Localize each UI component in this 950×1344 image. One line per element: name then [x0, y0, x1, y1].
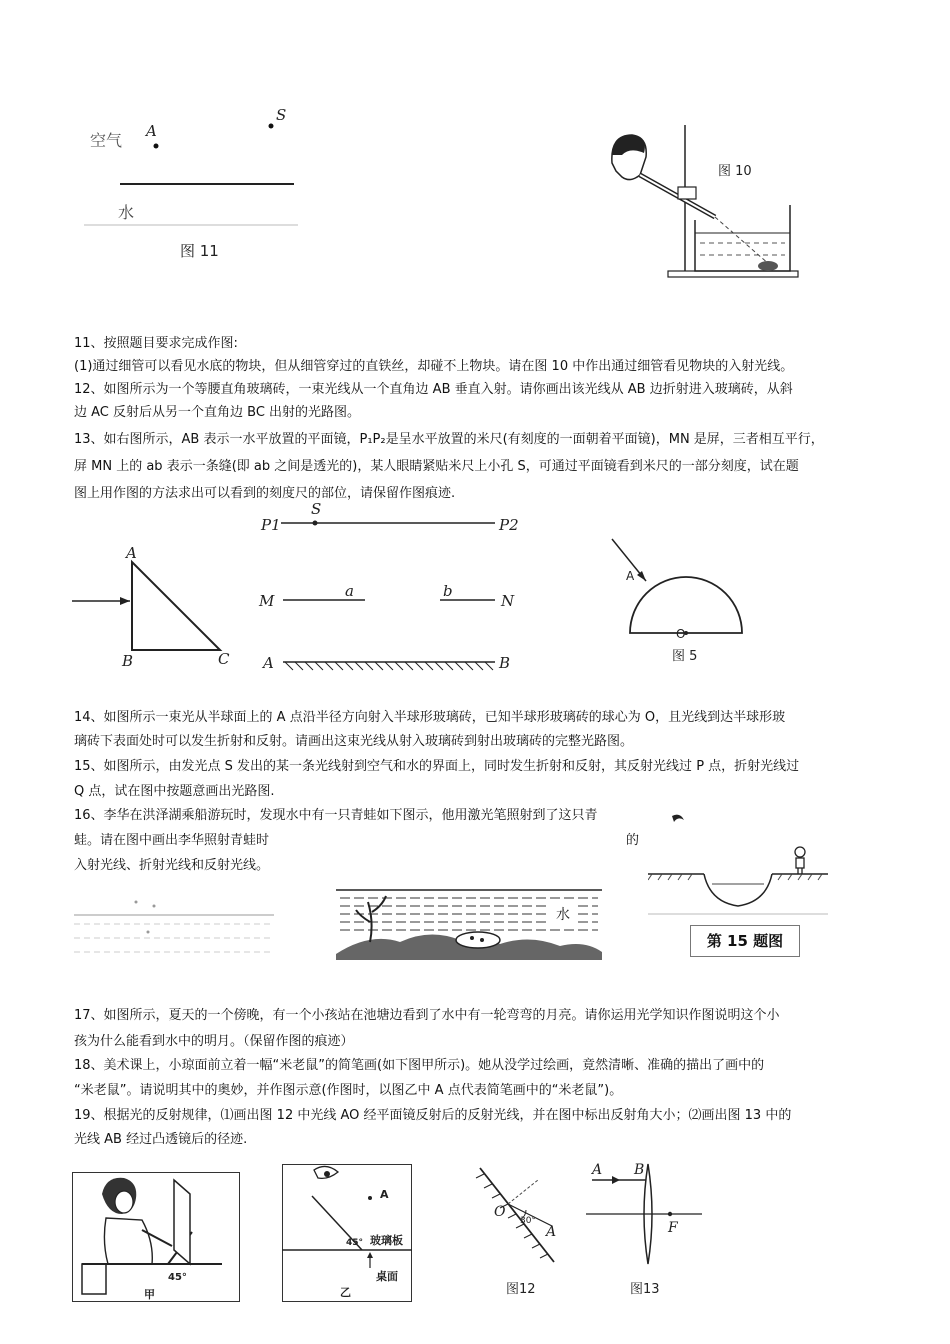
frog-spot-1: [470, 936, 474, 940]
child-body: [796, 858, 804, 868]
triangle-prism-figure: [70, 540, 240, 675]
figure-10: [600, 125, 800, 290]
faint-point-3: [147, 931, 150, 934]
block-object: [758, 261, 778, 271]
stand-base: [668, 271, 798, 277]
point-a-label: A: [626, 569, 635, 583]
incident-arrowhead: [120, 597, 130, 605]
q17-line2: 孩为什么能看到水中的明月。（保留作图的痕迹）: [74, 1034, 354, 1049]
crescent-moon: [672, 815, 684, 822]
girl-face: [115, 1191, 133, 1213]
mirror-hatching: [285, 662, 493, 670]
figure-5-caption: 图 5: [672, 649, 698, 664]
q13-line2: 屏 MN 上的 ab 表示一条缝(即 ab 之间是透光的)，某人眼睛紧贴米尺上小孔 S，可通过平面镜看到米尺的一部分刻度，试在题: [74, 459, 799, 474]
faint-interface-figure: [74, 888, 274, 958]
angle-30-label: 30°: [520, 1216, 536, 1226]
q13-line3: 图上用作图的方法求出可以看到的刻度尺的部位，请保留作图痕迹.: [74, 486, 456, 501]
center-o-label: O: [676, 627, 686, 641]
angle-45-label: 45°: [346, 1238, 364, 1248]
faint-point-1: [135, 901, 138, 904]
vertex-b-label: B: [122, 652, 134, 670]
p1-label: P1: [261, 516, 281, 534]
figure-11: [84, 100, 304, 270]
ruler-mirror-drawing: [255, 500, 535, 680]
figure-15-drawing: [648, 812, 828, 917]
q13-line1: 13、如右图所示，AB 表示一水平放置的平面镜，P₁P₂是呈水平放置的米尺(有刻度的一面朝着平面镜)，MN 是屏，三者相互平行，: [74, 432, 824, 447]
normal-line: [508, 1180, 538, 1204]
q11-title: 11、按照题目要求完成作图:: [74, 336, 238, 351]
ground-hatching: [648, 874, 822, 880]
frog-spot-2: [480, 938, 484, 942]
point-f-label: F: [668, 1220, 678, 1236]
s-label: S: [311, 500, 322, 518]
focus-f-dot: [668, 1212, 672, 1216]
point-a-label: A: [146, 122, 157, 140]
glass-plate-label: 玻璃板: [370, 1234, 403, 1247]
point-a-label: A: [380, 1188, 389, 1201]
desk-label: 桌面: [376, 1270, 398, 1283]
point-a-label: A: [546, 1224, 557, 1240]
figure-13: [584, 1160, 704, 1302]
air-label: 空气: [90, 131, 123, 150]
q19-line1: 19、根据光的反射规律，⑴画出图 12 中光线 AO 经平面镜反射后的反射光线，并在图中标出反射角大小；⑵画出图 13 中的: [74, 1108, 792, 1123]
point-a-label: A: [592, 1162, 603, 1178]
figure-10-caption: 图 10: [718, 164, 752, 179]
faint-point-2: [153, 905, 156, 908]
n-label: N: [501, 592, 515, 610]
mirror-a-label: A: [263, 654, 274, 672]
sight-line: [715, 217, 770, 265]
q14-line1: 14、如图所示一束光从半球面上的 A 点沿半径方向射入半球形玻璃砖，已知半球形玻璃砖的球心为 O，且光线到达半球形玻: [74, 710, 786, 725]
pond-basin: [704, 874, 772, 906]
point-s-dot: [269, 124, 274, 129]
triangle-prism-drawing: [70, 540, 240, 675]
prism-outline: [132, 562, 220, 650]
eye-pupil: [324, 1171, 330, 1177]
figure-11-caption: 图 11: [180, 242, 219, 260]
point-b-label: B: [634, 1162, 645, 1178]
clamp: [678, 187, 696, 199]
ruler-mirror-figure: [255, 500, 535, 680]
point-o-label: O: [494, 1204, 506, 1220]
child-head: [795, 847, 805, 857]
picture-board: [174, 1180, 190, 1264]
drawing-jia-caption: 甲: [144, 1288, 155, 1301]
figure-15-caption: 第 15 题图: [690, 925, 800, 957]
q12-line2: 边 AC 反射后从另一个直角边 BC 出射的光路图。: [74, 405, 361, 420]
m-label: M: [259, 592, 275, 610]
vertex-c-label: C: [218, 650, 230, 668]
q19-line2: 光线 AB 经过凸透镜后的径迹.: [74, 1132, 248, 1147]
q16-line2b: 的: [626, 833, 640, 848]
mirror-hatching: [476, 1174, 548, 1258]
figure-10-drawing: [600, 125, 800, 290]
slit-b-label: b: [443, 582, 453, 600]
q18-line1: 18、美术课上，小琼面前立着一幅“米老鼠”的简笔画(如下图甲所示)。她从没学过绘画，竟然清晰、准确的描出了画中的: [74, 1058, 765, 1073]
q17-line1: 17、如图所示，夏天的一个傍晚，有一个小孩站在池塘边看到了水中有一轮弯弯的月亮。请你运用光学知识作图说明这个小: [74, 1008, 780, 1023]
point-s-label: S: [276, 106, 287, 124]
drawing-jia-drawing: [72, 1172, 240, 1302]
q16-line2a: 蛙。请在图中画出李华照射青蛙时: [74, 833, 270, 848]
vertex-a-label: A: [126, 544, 137, 562]
figure-13-caption: 图13: [630, 1282, 660, 1297]
pond-water-label: 水: [556, 907, 570, 923]
plane-mirror: [480, 1168, 557, 1262]
angle-45-label: 45°: [168, 1272, 187, 1283]
point-a-dot: [368, 1196, 372, 1200]
q16-line3: 入射光线、折射光线和反射光线。: [74, 858, 270, 873]
p2-label: P2: [499, 516, 519, 534]
point-a-dot: [154, 144, 159, 149]
hemisphere-outline: [630, 577, 742, 633]
drawing-yi-caption: 乙: [340, 1286, 351, 1299]
mirror-b-label: B: [499, 654, 511, 672]
drawing-jia-figure: [72, 1172, 240, 1302]
q16-line1: 16、李华在洪泽湖乘船游玩时，发现水中有一只青蛙如下图示，他用激光笔照射到了这只青: [74, 808, 598, 823]
ray-ab-arrowhead: [612, 1176, 620, 1184]
q15-line1: 15、如图所示，由发光点 S 发出的某一条光线射到空气和水的界面上，同时发生折射和反射，其反射光线过 P 点，折射光线过: [74, 759, 800, 774]
frog: [456, 932, 500, 948]
figure-12-caption: 图12: [506, 1282, 536, 1297]
water-label: 水: [118, 203, 135, 222]
q12-line1: 12、如图所示为一个等腰直角玻璃砖，一束光线从一个直角边 AB 垂直入射。请你画出该光线从 AB 边折射进入玻璃砖，从斜: [74, 382, 793, 397]
q11-sub: (1)通过细管可以看见水底的物块，但从细管穿过的直铁丝，却碰不上物块。请在图 10 中作出通过细管看见物块的入射光线。: [74, 359, 794, 374]
q14-line2: 璃砖下表面处时可以发生折射和反射。请画出这束光线从射入玻璃砖到射出玻璃砖的完整光路图。: [74, 734, 634, 749]
hole-s-dot: [313, 521, 318, 526]
frog-pond-figure: [330, 882, 606, 962]
girl-body: [104, 1218, 152, 1264]
figure-5: [610, 535, 760, 665]
q15-line2: Q 点，试在图中按题意画出光路图.: [74, 784, 275, 799]
slit-a-label: a: [345, 582, 354, 600]
drawing-yi-figure: [282, 1164, 412, 1302]
figure-15: [648, 812, 828, 917]
q18-line2: “米老鼠”。请说明其中的奥妙，并作图示意(作图时，以图乙中 A 点代表简笔画中的“米老鼠”)。: [74, 1083, 623, 1098]
faint-interface-drawing: [74, 888, 274, 958]
figure-12: [470, 1166, 570, 1302]
